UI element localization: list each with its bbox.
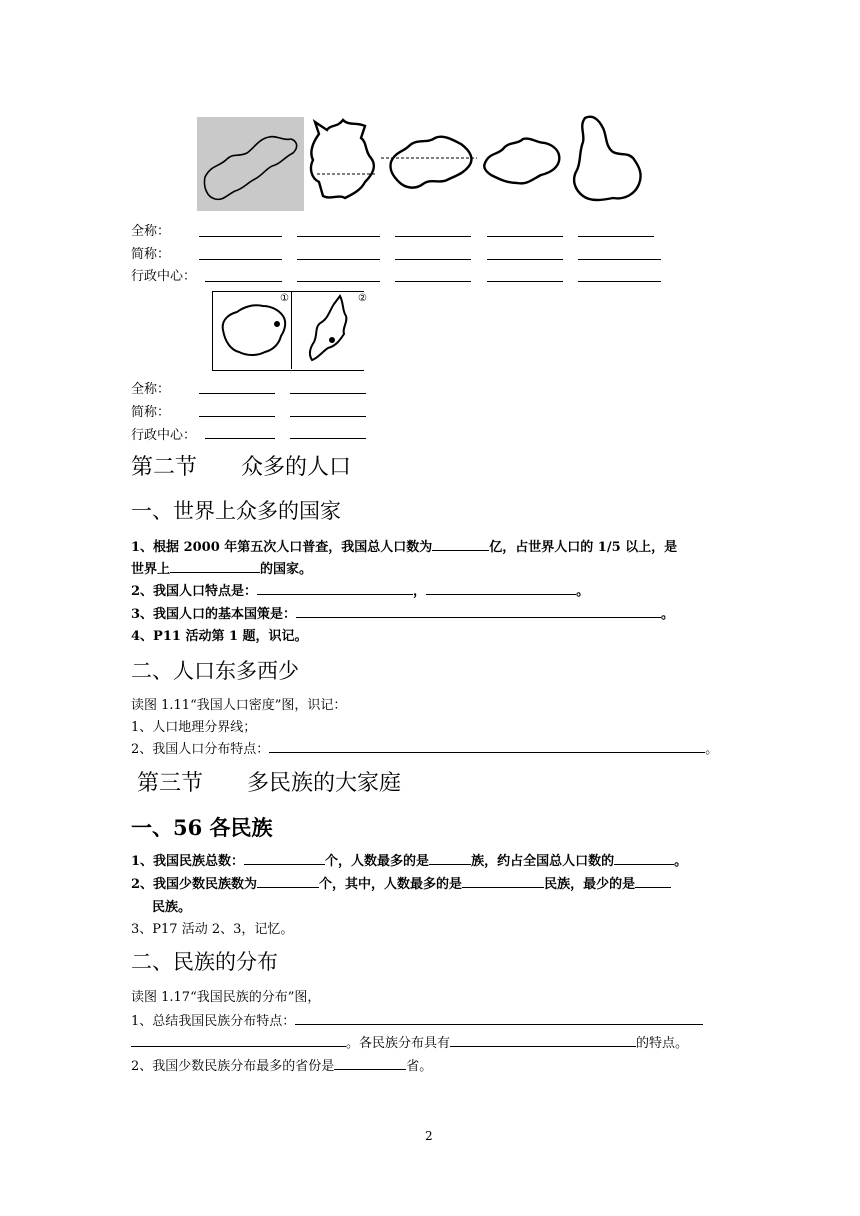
- fill-blank[interactable]: [297, 259, 380, 260]
- subsection-heading: 一、世界上众多的国家: [131, 499, 341, 523]
- fill-blank[interactable]: [578, 236, 654, 237]
- fill-blank[interactable]: [295, 1010, 703, 1025]
- ningxia-outline-map: [292, 292, 367, 369]
- fill-blank[interactable]: [614, 850, 674, 865]
- fullname-label-1: 全称：: [131, 224, 171, 239]
- question-2: 2、我国少数民族数为 个，其中，人数最多的是 民族，最少的是: [131, 873, 671, 892]
- fill-blank[interactable]: [395, 259, 471, 260]
- fill-blank[interactable]: [429, 850, 471, 865]
- fill-blank[interactable]: [487, 236, 563, 237]
- fill-blank[interactable]: [450, 1032, 636, 1047]
- fill-blank[interactable]: [199, 236, 282, 237]
- fill-blank[interactable]: [334, 1055, 406, 1070]
- fill-blank[interactable]: [487, 259, 563, 260]
- fill-blank[interactable]: [395, 236, 471, 237]
- question-3: 3、我国人口的基本国策是： 。: [131, 603, 674, 622]
- hubei-outline-map: [479, 127, 569, 197]
- subsection-heading: 一、56 各民族: [131, 815, 273, 840]
- question-2: 2、我国人口特点是： ， 。: [131, 580, 589, 599]
- fill-blank[interactable]: [269, 738, 705, 753]
- fill-blank[interactable]: [205, 281, 282, 282]
- chongqing-outline-map: [197, 117, 304, 211]
- fill-blank[interactable]: [290, 416, 366, 417]
- qinghai-outline-map: [213, 292, 292, 369]
- province-map-strip-1: [197, 112, 647, 212]
- instruction: 读图 1.17“我国民族的分布”图，: [131, 990, 321, 1005]
- instruction: 读图 1.11“我国人口密度”图，识记：: [131, 698, 347, 713]
- question-4: 4、P11 活动第 1 题，识记。: [131, 629, 308, 644]
- fill-blank[interactable]: [199, 259, 282, 260]
- fill-blank[interactable]: [257, 873, 319, 888]
- fill-blank[interactable]: [244, 850, 325, 865]
- question-1: 1、人口地理分界线；: [131, 720, 257, 735]
- fill-blank[interactable]: [578, 259, 661, 260]
- fill-blank[interactable]: [199, 416, 275, 417]
- subsection-heading: 二、人口东多西少: [131, 659, 299, 683]
- question-1: 1、我国民族总数： 个，人数最多的是 族，约占全国总人口数的 。: [131, 850, 687, 869]
- province-map-strip-2: [212, 291, 367, 371]
- capital-label-1: 行政中心：: [131, 269, 197, 284]
- fill-blank[interactable]: [290, 438, 366, 439]
- section-title: 第二节 众多的人口: [131, 455, 352, 480]
- question-3: 3、P17 活动 2、3，记忆。: [131, 922, 294, 937]
- fill-blank[interactable]: [297, 281, 380, 282]
- capital-label-2: 行政中心：: [131, 428, 197, 443]
- fill-blank[interactable]: [432, 536, 489, 551]
- fill-blank[interactable]: [257, 580, 413, 595]
- shortname-label-1: 简称：: [131, 247, 171, 262]
- fullname-label-2: 全称：: [131, 382, 171, 397]
- fill-blank[interactable]: [578, 281, 661, 282]
- question-2: 2、我国少数民族分布最多的省份是 省。: [131, 1055, 432, 1074]
- map-marker: ①: [280, 293, 289, 304]
- fill-blank[interactable]: [199, 393, 275, 394]
- question-1: 1、总结我国民族分布特点：: [131, 1010, 703, 1029]
- map-marker: ②: [358, 293, 367, 304]
- question-2: 2、我国人口分布特点： 。: [131, 738, 718, 757]
- question-1: 1、根据 2000 年第五次人口普查，我国总人口数为 亿，占世界人口的 1/5 以上，是: [131, 536, 677, 555]
- question-1-cont: 。各民族分布具有 的特点。: [131, 1032, 688, 1051]
- fill-blank[interactable]: [297, 236, 380, 237]
- question-2-cont: 民族。: [152, 900, 192, 915]
- fill-blank[interactable]: [170, 558, 260, 573]
- heilongjiang-outline-map: [565, 112, 647, 210]
- fill-blank[interactable]: [296, 603, 661, 618]
- guizhou-outline-map: [381, 122, 479, 202]
- yunnan-outline-map: [305, 112, 381, 207]
- fill-blank[interactable]: [462, 873, 544, 888]
- subsection-heading: 二、民族的分布: [131, 950, 278, 974]
- fill-blank[interactable]: [635, 873, 671, 888]
- question-1-cont: 世界上 的国家。: [131, 558, 312, 577]
- shortname-label-2: 简称：: [131, 405, 171, 420]
- page-number: 2: [425, 1129, 433, 1143]
- fill-blank[interactable]: [426, 580, 576, 595]
- fill-blank[interactable]: [131, 1032, 346, 1047]
- fill-blank[interactable]: [290, 393, 366, 394]
- fill-blank[interactable]: [205, 438, 275, 439]
- fill-blank[interactable]: [395, 281, 471, 282]
- section-title: 第三节 多民族的大家庭: [137, 771, 402, 796]
- fill-blank[interactable]: [487, 281, 563, 282]
